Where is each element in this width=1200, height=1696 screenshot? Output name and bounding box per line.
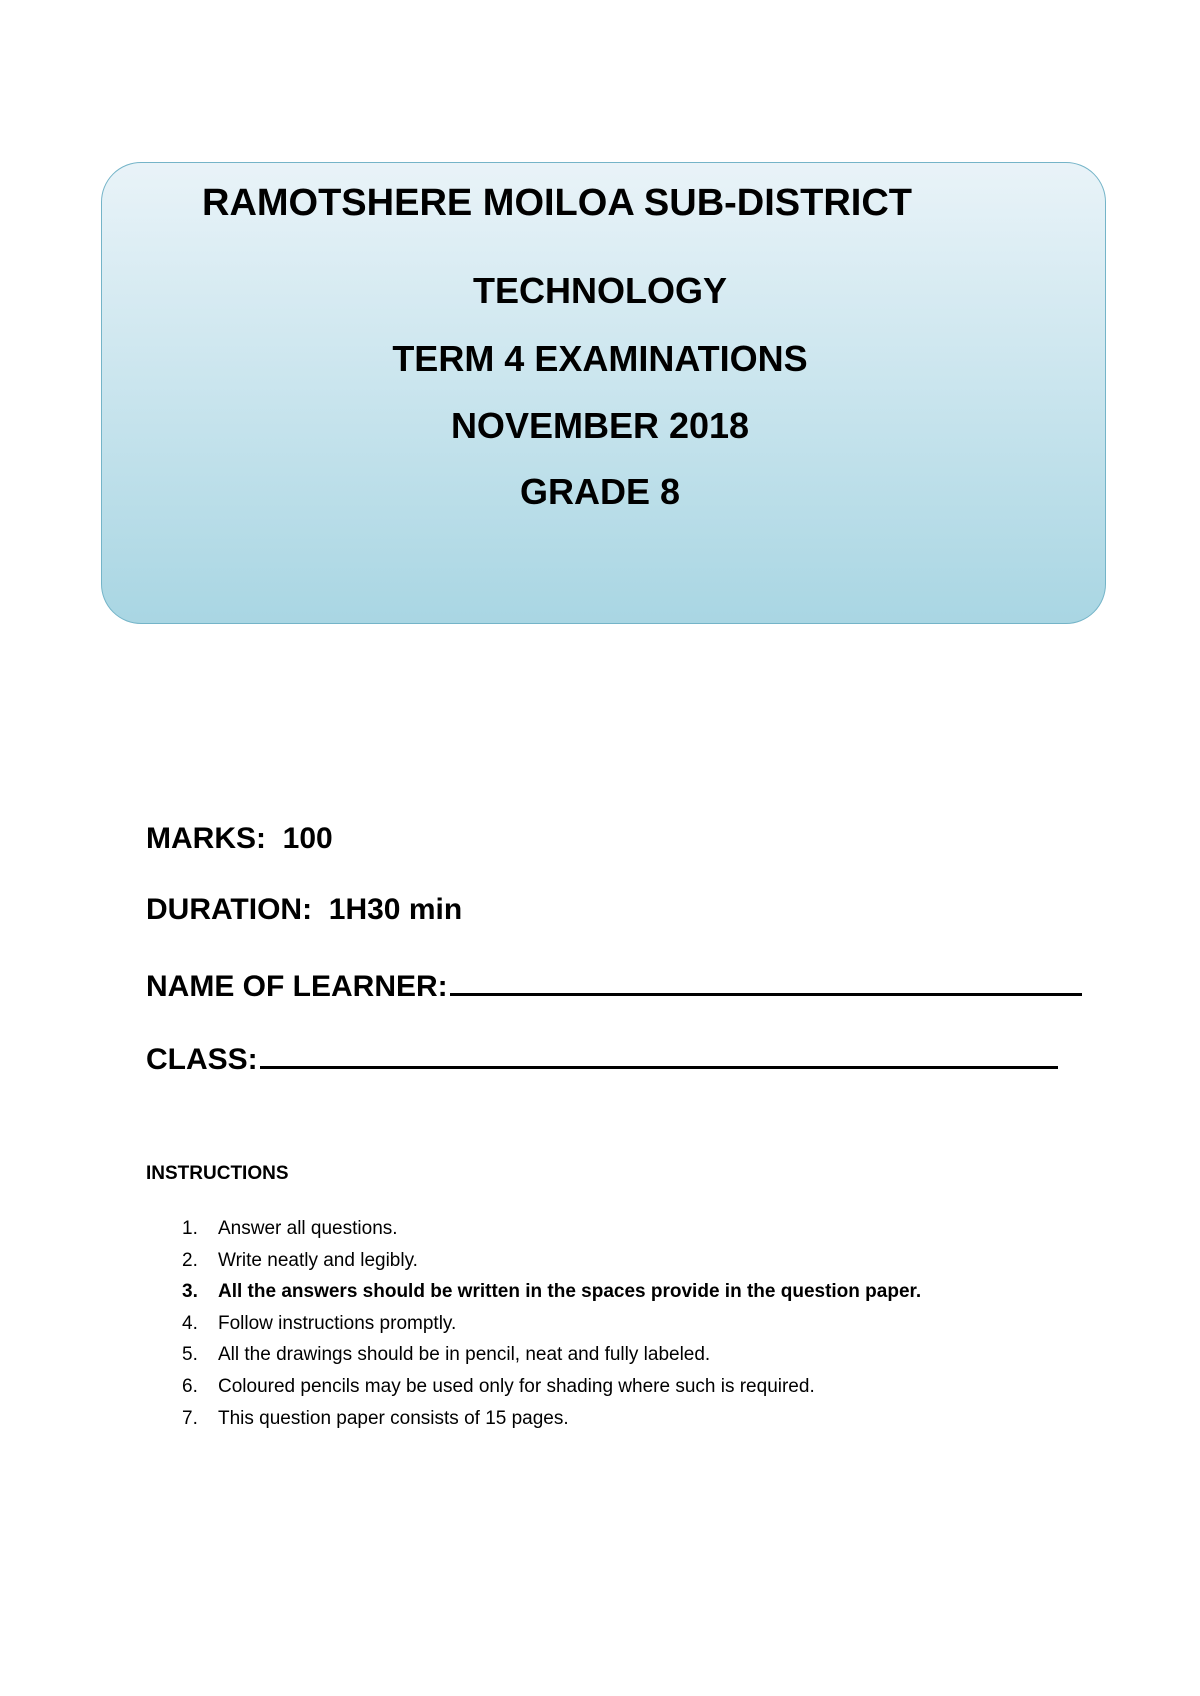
list-item-text: All the answers should be written in the spaces provide in the question paper. (218, 1281, 922, 1303)
learner-name-line (146, 965, 1082, 1005)
list-item (146, 1280, 1106, 1312)
list-item-text: This question paper consists of 15 pages. (218, 1407, 569, 1429)
list-item-text: Coloured pencils may be used only for shading where such is required. (218, 1375, 815, 1397)
marks-value: 100 (282, 822, 333, 855)
subject-title: TECHNOLOGY (472, 270, 727, 311)
list-item-number: 1. (182, 1218, 198, 1239)
list-item-text: All the drawings should be in pencil, neat and fully labeled. (218, 1344, 711, 1366)
class-blank[interactable] (260, 1038, 1058, 1069)
list-item-text: Follow instructions promptly. (218, 1312, 457, 1334)
list-item (146, 1217, 1106, 1249)
duration-line (146, 892, 462, 928)
list-item (146, 1375, 1106, 1407)
list-item (146, 1312, 1106, 1344)
list-item-text: Write neatly and legibly. (218, 1249, 418, 1271)
duration-value: 1H30 min (328, 893, 463, 926)
marks-line (146, 821, 333, 857)
title-box (101, 162, 1106, 624)
learner-name-blank[interactable] (450, 965, 1082, 996)
exam-date: NOVEMBER 2018 (450, 405, 750, 446)
class-label: CLASS: (146, 1043, 258, 1076)
instructions-list (146, 1217, 1106, 1438)
list-item-number: 4. (182, 1312, 198, 1334)
list-item (146, 1249, 1106, 1281)
duration-label: DURATION: (146, 893, 313, 926)
grade-title: GRADE 8 (519, 471, 681, 512)
list-item-number: 6. (182, 1375, 198, 1397)
exam-title: TERM 4 EXAMINATIONS (392, 338, 808, 379)
learner-name-label: NAME OF LEARNER: (146, 970, 448, 1003)
list-item-number: 5. (182, 1344, 198, 1366)
list-item-text: Answer all questions. (218, 1218, 398, 1239)
class-line (146, 1038, 1058, 1078)
list-item-number: 3. (182, 1281, 198, 1303)
list-item (146, 1343, 1106, 1375)
marks-label: MARKS: (146, 822, 266, 855)
list-item-number: 7. (182, 1407, 198, 1429)
list-item-number: 2. (182, 1249, 198, 1271)
district-title: RAMOTSHERE MOILOA SUB-DISTRICT (202, 182, 913, 224)
instructions-heading: INSTRUCTIONS (146, 1163, 289, 1184)
list-item (146, 1407, 1106, 1439)
